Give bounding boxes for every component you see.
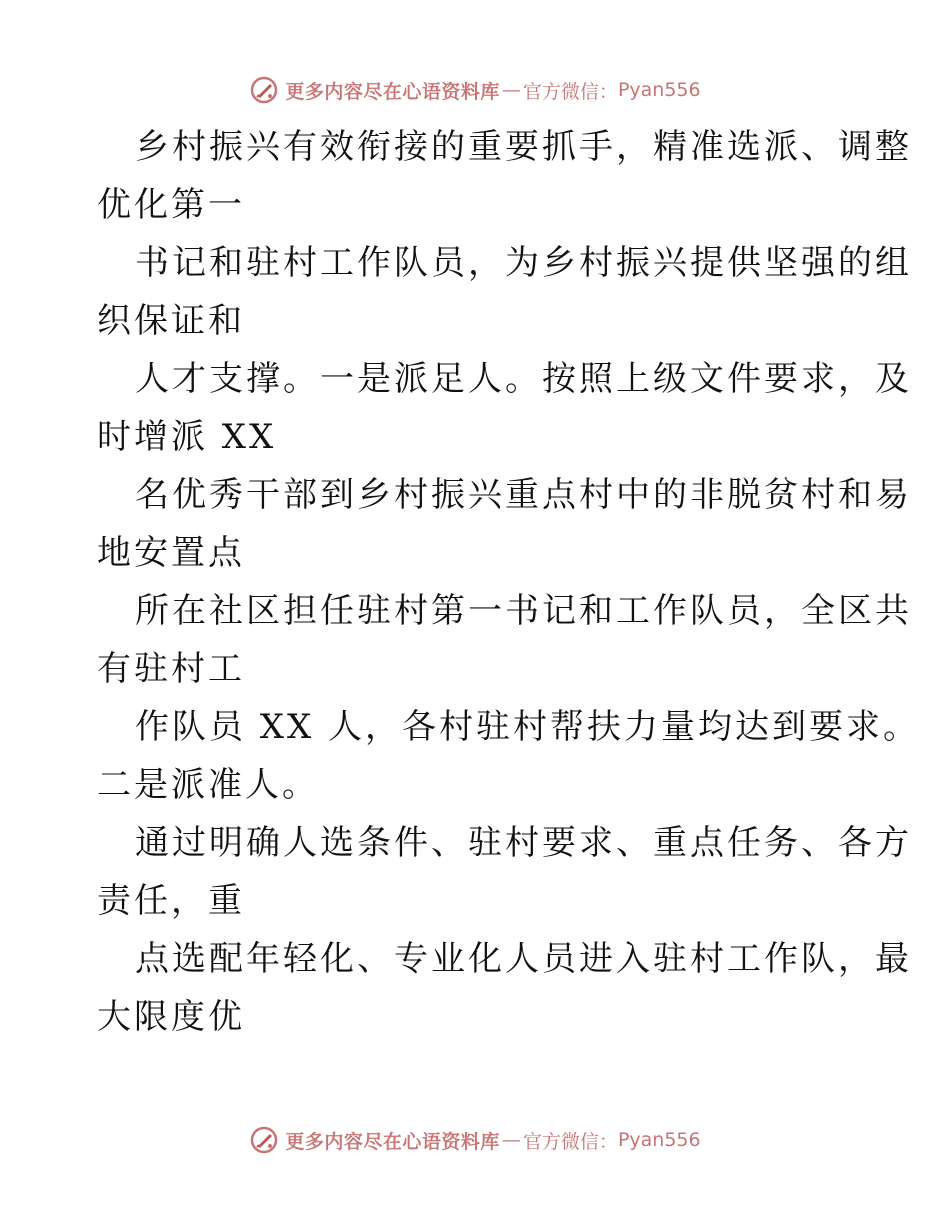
document-body [97,118,921,1046]
banner-separator: — [501,79,521,101]
text-line: 大限度优 [97,997,245,1037]
text-line: 作队员 XX 人，各村驻村帮扶力量均达到要求。 [135,707,921,747]
quill-seal-icon [249,1125,279,1155]
wechat-id: Pyan556 [617,79,701,101]
header-banner [0,70,950,110]
text-line: 书记和驻村工作队员，为乡村振兴提供坚强的组 [135,243,912,283]
text-line: 有驻村工 [97,649,245,689]
brand-text: 更多内容尽在心语资料库 [285,80,500,103]
text-line: 二是派准人。 [97,765,319,805]
text-line: 地安置点 [97,533,245,573]
text-line: 织保证和 [97,301,245,341]
footer-banner [0,1120,950,1160]
text-line: 乡村振兴有效衔接的重要抓手，精准选派、调整 [135,127,912,167]
text-line: 点选配年轻化、专业化人员进入驻村工作队，最 [135,939,912,979]
text-line: 时增派 XX [97,417,277,457]
wechat-label: 官方微信： [522,1130,618,1153]
text-line: 通过明确人选条件、驻村要求、重点任务、各方 [135,823,912,863]
quill-seal-icon [249,75,279,105]
brand-text: 更多内容尽在心语资料库 [285,1130,500,1153]
wechat-id: Pyan556 [617,1129,701,1151]
text-line: 人才支撑。一是派足人。按照上级文件要求，及 [135,359,912,399]
text-line: 责任，重 [97,881,245,921]
text-line: 所在社区担任驻村第一书记和工作队员，全区共 [135,591,912,631]
banner-separator: — [501,1129,521,1151]
text-line: 名优秀干部到乡村振兴重点村中的非脱贫村和易 [135,475,912,515]
text-line: 优化第一 [97,185,245,225]
wechat-label: 官方微信： [522,80,618,103]
